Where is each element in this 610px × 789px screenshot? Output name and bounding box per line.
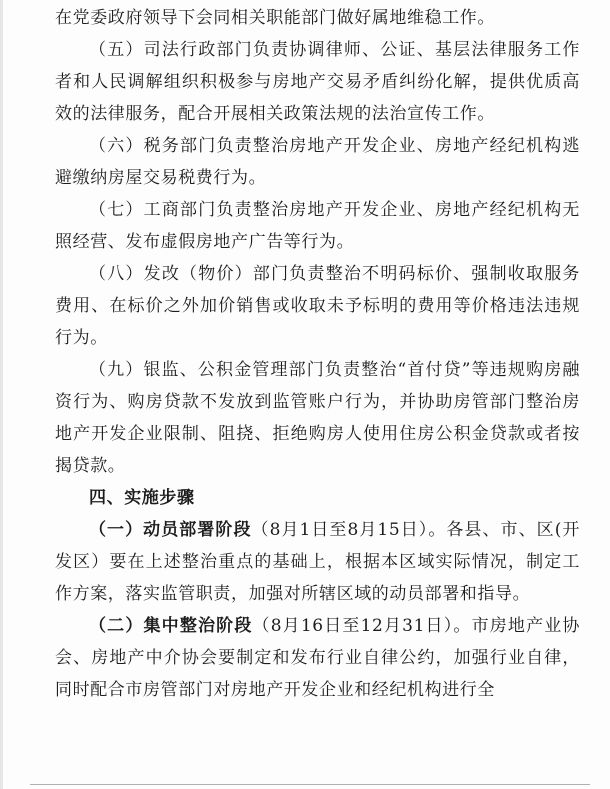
page-edge-shadow [0,0,3,789]
step-2-text: （8月16日至12月31日）。市房地产业协会、房地产中介协会要制定和发布行业自律公约，加强行业自律，同时配合市房管部门对房地产开发企业和经纪机构进行全 [55,616,581,700]
paragraph-continued: 在党委政府领导下会同相关职能部门做好属地维稳工作。 [55,8,495,28]
paragraph-item-8: （八）发改（物价）部门负责整治不明码标价、强制收取服务费用、在标价之外加价销售或收取未予标明的费用等价格违法违规行为。 [55,264,580,348]
paragraph-item-6: （六）税务部门负责整治房地产开发企业、房地产经纪机构逃避缴纳房屋交易税费行为。 [55,136,580,188]
paragraph-item-5: （五）司法行政部门负责协调律师、公证、基层法律服务工作者和人民调解组织积极参与房地产交易矛盾纠纷化解，提供优质高效的法律服务，配合开展相关政策法规的法治宣传工作。 [55,40,580,124]
document-body [55,2,580,706]
step-2-title: （二）集中整治阶段 [89,616,253,636]
step-1-paragraph [55,514,580,610]
paragraph-item-7: （七）工商部门负责整治房地产开发企业、房地产经纪机构无照经营、发布虚假房地产广告等行为。 [55,200,580,252]
section-heading: 四、实施步骤 [89,488,195,508]
step-1-title: （一）动员部署阶段 [89,520,252,540]
step-1-text: （8月1日至8月15日）。各县、市、区(开发区）要在上述整治重点的基础上，根据本区域实际情况，制定工作方案，落实监管职责，加强对所辖区域的动员部署和指导。 [55,520,580,604]
paragraph-item-9: （九）银监、公积金管理部门负责整治“首付贷”等违规购房融资行为、购房贷款不发放到监管账户行为，并协助房管部门整治房地产开发企业限制、阻挠、拒绝购房人使用住房公积金贷款或者按揭贷款。 [55,360,580,476]
page-bottom-line [30,784,590,785]
step-2-paragraph [55,610,580,706]
